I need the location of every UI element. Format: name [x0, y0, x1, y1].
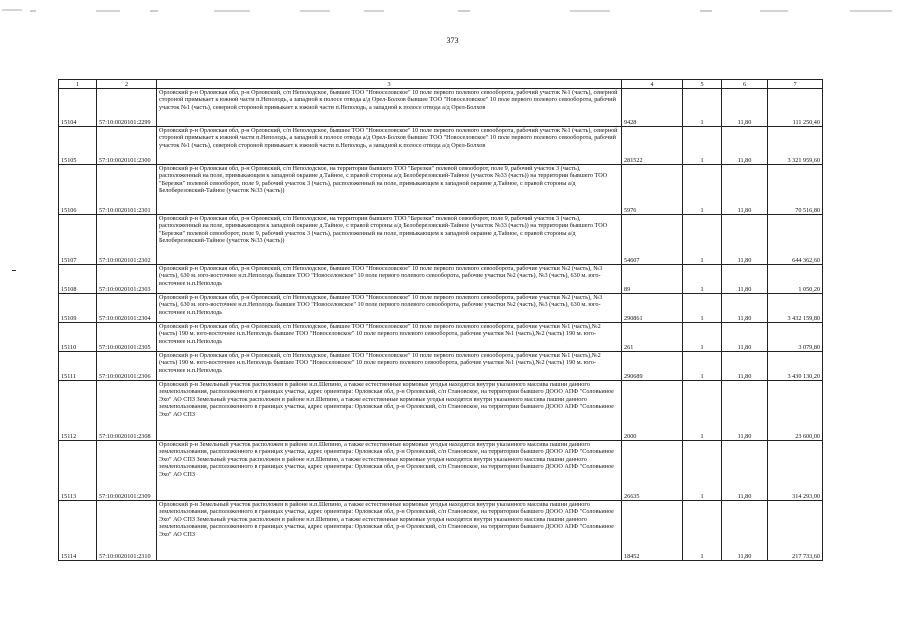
row-id: 15107: [59, 215, 97, 265]
col-header: 4: [622, 80, 683, 89]
total-value: 111 250,40: [768, 89, 823, 127]
cadastral-number: 57:10:0020101:2309: [97, 441, 157, 501]
total-value: 70 516,80: [768, 165, 823, 215]
plot-count: 1: [683, 323, 722, 352]
plot-area: 26635: [622, 441, 683, 501]
plot-description: Орловский р-н Орловская обл, р-н Орловский, с/п Неполодское, бывшее ТОО "Новоселовское" 10 поле первого полевого севооборота, рабочие участки №1 (часть),№2 (часть) 190 м. юго-восточнее н.п.Неполодь бывшее ТОО "Новоселовское" 10 поле первого полевого севооборота, рабочие участки №1 (часть),№2 (часть) 190 м. юго-восточнее н.п.Неполодь: [157, 323, 622, 352]
col-header: 6: [722, 80, 768, 89]
table-row: [59, 165, 823, 215]
col-header: 7: [768, 80, 823, 89]
unit-price: 11,80: [722, 165, 768, 215]
cadastral-number: 57:10:0020101:2308: [97, 381, 157, 441]
table-row: [59, 323, 823, 352]
col-header: 1: [59, 80, 97, 89]
plot-count: 1: [683, 89, 722, 127]
row-id: 15111: [59, 352, 97, 381]
plot-count: 1: [683, 294, 722, 323]
plot-area: 261: [622, 323, 683, 352]
total-value: 1 050,20: [768, 265, 823, 294]
table-header-row: [59, 80, 823, 89]
plot-description: Орловский р-н Орловская обл, р-н Орловский, с/п Неполодское, бывшее ТОО "Новоселовское" 10 поле первого полевого севооборота, рабочий участок №1 (часть), северной стороной примыкает к южной части п.Неполодь, а западной к полосе отвода а/д Орел-Болхов бывшее ТОО "Новоселовское" 10 поле первого полевого севооборота, рабочий участок №1 (часть), северной стороной примыкает к южной части п.Неполодь, а западной к полосе отвода а/д Орел-Болхов: [157, 89, 622, 127]
plot-count: 1: [683, 381, 722, 441]
plot-description: Орловский р-н Орловская обл, р-н Орловский, с/п Неполодское, бывшее ТОО "Новоселовское" 10 поле первого полевого севооборота, рабочие участки №2 (часть), №3 (часть), 630 м. юго-восточнее н.п.Неполодь бывшее ТОО "Новоселовское" 10 поле первого полевого севооборота, рабочие участки №2 (часть), №3 (часть), 630 м. юго-восточнее н.п.Неполодь: [157, 294, 622, 323]
cadastral-number: 57:10:0020101:2304: [97, 294, 157, 323]
total-value: 3 321 959,60: [768, 127, 823, 165]
table-row: [59, 294, 823, 323]
plot-description: Орловский р-н Земельный участок расположен в районе н.п.Шепино, а также естественные кормовые угодья находятся внутри указанного массива пашни данного землепользования, расположенного в границах участка, адрес ориентира: Орловская обл, р-н Орловский, с/п Становское, на территории бывшего ДООО АПФ "Соловьиное Эхо" АО СПЗ Земельный участок расположен в районе н.п.Шепино, а также естественные кормовые угодья находятся внутри указанного массива пашни данного землепользования, расположенного в границах участка, адрес ориентира: Орловская обл, р-н Орловский, с/п Становское, на территории бывшего ДООО АПФ "Соловьиное Эхо" АО СПЗ: [157, 381, 622, 441]
cadastral-number: 57:10:0020101:2301: [97, 165, 157, 215]
row-id: 15106: [59, 165, 97, 215]
total-value: 644 362,60: [768, 215, 823, 265]
cadastral-number: 57:10:0020101:2305: [97, 323, 157, 352]
plot-count: 1: [683, 265, 722, 294]
col-header: 5: [683, 80, 722, 89]
total-value: 3 432 159,80: [768, 294, 823, 323]
total-value: 3 079,80: [768, 323, 823, 352]
plot-description: Орловский р-н Земельный участок расположен в районе н.п.Шепино, а также естественные кормовые угодья находятся внутри указанного массива пашни данного землепользования, расположенного в границах участка, адрес ориентира: Орловская обл, р-н Орловский, с/п Становское, на территории бывшего ДООО АПФ "Соловьиное Эхо" АО СПЗ Земельный участок расположен в районе н.п.Шепино, а также естественные кормовые угодья находятся внутри указанного массива пашни данного землепользования, расположенного в границах участка, адрес ориентира: Орловская обл, р-н Орловский, с/п Становское, на территории бывшего ДООО АПФ "Соловьиное Эхо" АО СПЗ: [157, 501, 622, 561]
cadastral-number: 57:10:0020101:2300: [97, 127, 157, 165]
scan-mark: [12, 270, 16, 271]
plot-count: 1: [683, 441, 722, 501]
col-header: 3: [157, 80, 622, 89]
cadastral-number: 57:10:0020101:2299: [97, 89, 157, 127]
unit-price: 11,80: [722, 127, 768, 165]
plot-description: Орловский р-н Орловская обл, р-н Орловский, с/п Неполодское, бывшее ТОО "Новоселовское" 10 поле первого полевого севооборота, рабочие участки №2 (часть), №3 (часть), 630 м. юго-восточнее н.п.Неполодь бывшее ТОО "Новоселовское" 10 поле первого полевого севооборота, рабочие участки №2 (часть), №3 (часть), 630 м. юго-восточнее н.п.Неполодь: [157, 265, 622, 294]
unit-price: 11,80: [722, 215, 768, 265]
plot-area: 18452: [622, 501, 683, 561]
cadastral-number: 57:10:0020101:2302: [97, 215, 157, 265]
total-value: 314 293,00: [768, 441, 823, 501]
row-id: 15105: [59, 127, 97, 165]
plot-description: Орловский р-н Орловская обл, р-н Орловский, с/п Неполодское, бывшее ТОО "Новоселовское" 10 поле первого полевого севооборота, рабочие участки №1 (часть),№2 (часть) 190 м. юго-восточнее н.п.Неполодь бывшее ТОО "Новоселовское" 10 поле первого полевого севооборота, рабочие участки №1 (часть),№2 (часть) 190 м. юго-восточнее н.п.Неполодь: [157, 352, 622, 381]
unit-price: 11,80: [722, 352, 768, 381]
page-number: 373: [446, 36, 459, 45]
registry-table: [58, 79, 823, 561]
plot-area: 9428: [622, 89, 683, 127]
unit-price: 11,80: [722, 501, 768, 561]
table-row: [59, 381, 823, 441]
plot-count: 1: [683, 127, 722, 165]
table-row: [59, 441, 823, 501]
plot-description: Орловский р-н Орловская обл, р-н Орловский, с/п Неполодское, на территории бывшего ТОО "Березки" полевой севооборот, поле 9, рабочий участок 3 (часть), расположенный на поле, примыкающем к западной окраине д.Тайное, с правой стороны а/д Белоберезовский-Тайное (участок №33 (часть)) на территории бывшего ТОО "Березки" полевой севооборот, поле 9, рабочий участок 3 (часть), расположенный на поле, примыкающем к западной окраине д.Тайное, с правой стороны а/д Белоберезовский-Тайное (участок №33 (часть)): [157, 165, 622, 215]
unit-price: 11,80: [722, 294, 768, 323]
plot-description: Орловский р-н Земельный участок расположен в районе н.п.Шепино, а также естественные кормовые угодья находятся внутри указанного массива пашни данного землепользования, расположенного в границах участка, адрес ориентира: Орловская обл, р-н Орловский, с/п Становское, на территории бывшего ДООО АПФ "Соловьиное Эхо" АО СПЗ Земельный участок расположен в районе н.п.Шепино, а также естественные кормовые угодья находятся внутри указанного массива пашни данного землепользования, расположенного в границах участка, адрес ориентира: Орловская обл, р-н Орловский, с/п Становское, на территории бывшего ДООО АПФ "Соловьиное Эхо" АО СПЗ: [157, 441, 622, 501]
plot-count: 1: [683, 352, 722, 381]
table-row: [59, 501, 823, 561]
table-row: [59, 352, 823, 381]
plot-area: 281522: [622, 127, 683, 165]
cadastral-number: 57:10:0020101:2303: [97, 265, 157, 294]
plot-description: Орловский р-н Орловская обл, р-н Орловский, с/п Неполодское, на территории бывшего ТОО "Березки" полевой севооборот, поле 9, рабочий участок 3 (часть), расположенный на поле, примыкающем к западной окраине д.Тайное, с правой стороны а/д Белоберезовский-Тайное (участок №33 (часть)) на территории бывшего ТОО "Березки" полевой севооборот, поле 9, рабочий участок 3 (часть), расположенный на поле, примыкающем к западной окраине д.Тайное, с правой стороны а/д Белоберезовский-Тайное (участок №33 (часть)): [157, 215, 622, 265]
plot-description: Орловский р-н Орловская обл, р-н Орловский, с/п Неполодское, бывшее ТОО "Новоселовское" 10 поле первого полевого севооборота, рабочий участок №1 (часть), северной стороной примыкает к южной части п.Неполодь, а западной к полосе отвода а/д Орел-Болхов бывшее ТОО "Новоселовское" 10 поле первого полевого севооборота, рабочий участок №1 (часть), северной стороной примыкает к южной части п.Неполодь, а западной к полосе отвода а/д Орел-Болхов: [157, 127, 622, 165]
plot-area: 290689: [622, 352, 683, 381]
plot-count: 1: [683, 501, 722, 561]
col-header: 2: [97, 80, 157, 89]
cadastral-number: 57:10:0020101:2310: [97, 501, 157, 561]
unit-price: 11,80: [722, 265, 768, 294]
plot-area: 54607: [622, 215, 683, 265]
row-id: 15112: [59, 381, 97, 441]
plot-area: 89: [622, 265, 683, 294]
unit-price: 11,80: [722, 381, 768, 441]
plot-count: 1: [683, 165, 722, 215]
total-value: 3 430 130,20: [768, 352, 823, 381]
table-row: [59, 89, 823, 127]
table-row: [59, 265, 823, 294]
total-value: 23 600,00: [768, 381, 823, 441]
total-value: 217 733,60: [768, 501, 823, 561]
unit-price: 11,80: [722, 441, 768, 501]
row-id: 15109: [59, 294, 97, 323]
row-id: 15104: [59, 89, 97, 127]
plot-area: 5976: [622, 165, 683, 215]
plot-area: 290861: [622, 294, 683, 323]
registry-table-container: [58, 79, 822, 561]
unit-price: 11,80: [722, 89, 768, 127]
unit-price: 11,80: [722, 323, 768, 352]
row-id: 15114: [59, 501, 97, 561]
row-id: 15113: [59, 441, 97, 501]
row-id: 15110: [59, 323, 97, 352]
table-row: [59, 215, 823, 265]
cadastral-number: 57:10:0020101:2306: [97, 352, 157, 381]
scan-noise-strip: [0, 6, 905, 14]
plot-count: 1: [683, 215, 722, 265]
row-id: 15108: [59, 265, 97, 294]
plot-area: 2000: [622, 381, 683, 441]
table-row: [59, 127, 823, 165]
